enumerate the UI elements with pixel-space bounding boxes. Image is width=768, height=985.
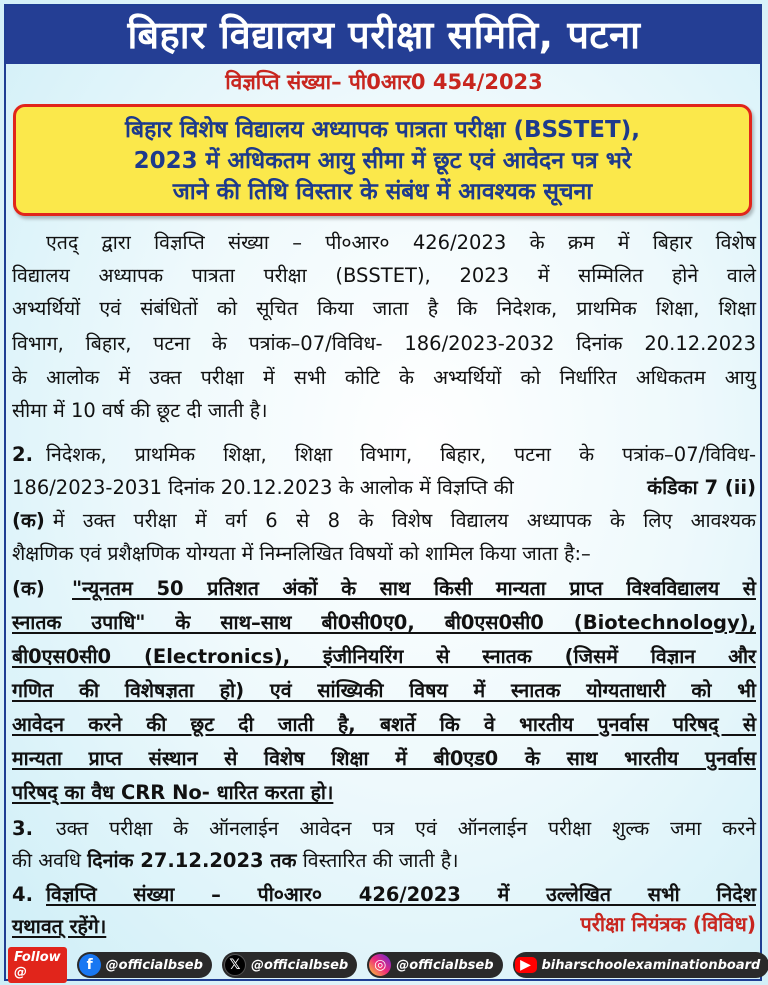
para2-text: 186/2023-2031 दिनांक 20.12.2023 के आलोक में विज्ञप्ति की — [12, 476, 514, 499]
facebook-icon: f — [79, 954, 101, 976]
para1-line: अभ्यर्थियों एवं संबंधितों को सूचित किया जाता है कि निदेशक, प्राथमिक शिक्षा, शिक्षा — [12, 297, 756, 320]
clause-ka-line: मान्यता प्राप्त संस्थान से विशेष शिक्षा में बी0एड0 के साथ भारतीय पुनर्वास — [12, 747, 756, 770]
social-footer — [8, 952, 760, 978]
youtube-handle: biharschoolexaminationboard — [541, 957, 761, 973]
clause-ka-line: बी0एस0सी0 (Electronics), इंजीनियरिंग से स्नातक (जिसमें विज्ञान और — [12, 645, 756, 668]
follow-label: Follow @ — [8, 947, 67, 983]
notice-number: विज्ञप्ति संख्या– पी0आर0 454/2023 — [225, 70, 543, 94]
instagram-handle: @officialbseb — [396, 957, 494, 973]
para2-clause-ref: कंडिका 7 (ii) — [647, 476, 756, 499]
clause-ka-line: गणित की विशेषज्ञता हो) एवं सांख्यिकी विषय में स्नातक योग्यताधारी को भी — [12, 679, 756, 702]
page-title: बिहार विद्यालय परीक्षा समिति, पटना — [6, 6, 762, 64]
youtube-link[interactable] — [513, 952, 768, 978]
facebook-handle: @officialbseb — [105, 957, 203, 973]
subject-box — [13, 104, 752, 216]
para1-line: विभाग, बिहार, पटना के पत्रांक–07/विविध- 186/2023-2032 दिनांक 20.12.2023 — [12, 332, 756, 355]
para2-line-3 — [12, 507, 756, 535]
para2-line-2 — [12, 474, 756, 502]
para3-text: विस्तारित की जाती है। — [302, 849, 459, 872]
x-handle: @officialbseb — [250, 957, 349, 973]
clause-ka-line: आवेदन करने की छूट दी जाती है, बशर्ते कि वे भारतीय पुनर्वास परिषद् से — [12, 713, 756, 736]
para1-line: विद्यालय अध्यापक पात्रता परीक्षा (BSSTET), 2023 में सम्मिलित होने वाले — [12, 264, 756, 287]
para1-line: एतद् द्वारा विज्ञप्ति संख्या – पी०आर० 426/2023 के क्रम में बिहार विशेष — [46, 231, 756, 254]
para3-line: उक्त परीक्षा के ऑनलाईन आवेदन पत्र एवं ऑनलाईन परीक्षा शुल्क जमा करने — [56, 817, 756, 840]
para4-line: यथावत् रहेंगे। — [12, 915, 107, 938]
instagram-icon: ◎ — [369, 954, 391, 976]
subject-line-1: बिहार विशेष विद्यालय अध्यापक पात्रता परीक्षा (BSSTET), — [125, 117, 640, 143]
signature: परीक्षा नियंत्रक (विविध) — [580, 912, 756, 936]
subject-line-3: जाने की तिथि विस्तार के संबंध में आवश्यक सूचना — [172, 179, 593, 205]
x-icon: 𝕏 — [224, 954, 246, 976]
clause-ka-line: "न्यूनतम 50 प्रतिशत अंकों के साथ किसी मान्यता प्राप्त विश्वविद्यालय से — [72, 577, 756, 600]
subject-line-2: 2023 में अधिकतम आयु सीमा में छूट एवं आवेदन पत्र भरे — [133, 148, 632, 174]
para3-line-2 — [12, 847, 756, 875]
youtube-icon: ▶ — [515, 957, 537, 973]
clause-ka-label: (क) — [12, 577, 45, 600]
para3-number: 3. — [12, 817, 33, 840]
para1-line: सीमा में 10 वर्ष की छूट दी जाती है। — [12, 399, 268, 422]
para2-text: में उक्त परीक्षा में वर्ग 6 से 8 के विशेष विद्यालय अध्यापक के लिए आवश्यक — [52, 509, 756, 532]
clause-ka-line: स्नातक उपाधि" के साथ–साथ बी0सी0ए0, बी0एस0सी0 (Biotechnology), — [12, 611, 756, 634]
instagram-link[interactable] — [367, 952, 502, 978]
para4-line: विज्ञप्ति संख्या – पी०आर० 426/2023 में उल्लेखित सभी निदेश — [46, 883, 756, 906]
para1-line: के आलोक में उक्त परीक्षा में सभी कोटि के अभ्यर्थियों को निर्धारित अधिकतम आयु — [12, 366, 756, 389]
para2-line: शैक्षणिक एवं प्रशैक्षणिक योग्यता में निम्नलिखित विषयों को शामिल किया जाता है:– — [12, 542, 591, 565]
clause-ka-line: परिषद् का वैध CRR No- धारित करता हो। — [12, 781, 334, 804]
para3-deadline: दिनांक 27.12.2023 तक — [87, 849, 297, 872]
facebook-link[interactable] — [77, 952, 212, 978]
para3-text: की अवधि — [12, 849, 82, 872]
para2-line: निदेशक, प्राथमिक शिक्षा, शिक्षा विभाग, बिहार, पटना के पत्रांक–07/विविध- — [46, 443, 756, 466]
para2-number: 2. — [12, 443, 33, 466]
x-link[interactable] — [222, 952, 357, 978]
para2-clause-ka: (क) — [12, 509, 45, 532]
para4-number: 4. — [12, 883, 33, 906]
